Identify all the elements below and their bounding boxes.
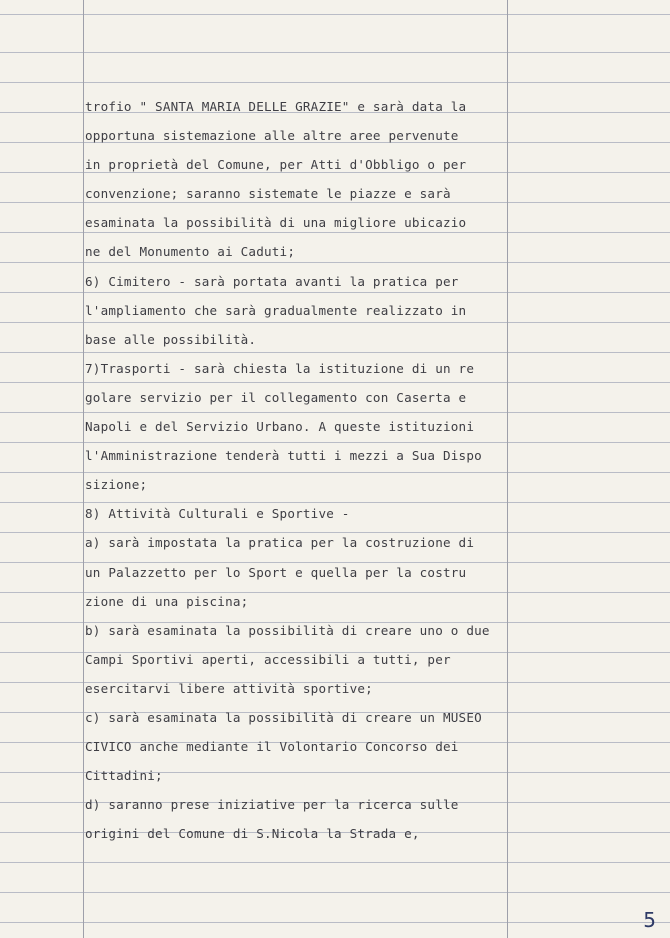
text-line: base alle possibilità. <box>85 331 257 347</box>
text-line: l'Amministrazione tenderà tutti i mezzi a Sua Dispo <box>85 448 482 464</box>
text-line: origini del Comune di S.Nicola la Strada e, <box>85 826 420 842</box>
text-line: Cittadini; <box>85 768 163 784</box>
text-line: un Palazzetto per lo Sport e quella per la costru <box>85 564 467 580</box>
text-line: 8) Attività Culturali e Sportive - <box>85 506 350 522</box>
left-margin-line <box>83 0 84 938</box>
text-line: golare servizio per il collegamento con Caserta e <box>85 389 467 405</box>
text-line: CIVICO anche mediante il Volontario Concorso dei <box>85 739 459 755</box>
text-line: convenzione; saranno sistemate le piazze e sarà <box>85 186 451 202</box>
text-line: trofio " SANTA MARIA DELLE GRAZIE" e sarà data la <box>85 99 467 114</box>
text-line: Napoli e del Servizio Urbano. A queste istituzioni <box>85 419 475 435</box>
text-line: a) sarà impostata la pratica per la costruzione di <box>85 535 475 551</box>
text-line: sizione; <box>85 477 148 493</box>
typewritten-text-block <box>85 92 515 848</box>
text-line: l'ampliamento che sarà gradualmente realizzato in <box>85 302 467 318</box>
text-line: in proprietà del Comune, per Atti d'Obbligo o per <box>85 157 467 173</box>
text-line: 7)Trasporti - sarà chiesta la istituzione di un re <box>85 360 475 376</box>
page-number: 5 <box>643 908 656 932</box>
text-line: esaminata la possibilità di una migliore ubicazio <box>85 215 467 231</box>
text-line: b) sarà esaminata la possibilità di creare uno o due <box>85 622 490 638</box>
text-line: ne del Monumento ai Caduti; <box>85 244 296 260</box>
text-line: opportuna sistemazione alle altre aree pervenute <box>85 128 459 144</box>
text-line: Campi Sportivi aperti, accessibili a tutti, per <box>85 651 451 667</box>
text-line: 6) Cimitero - sarà portata avanti la pratica per <box>85 273 459 289</box>
text-line: zione di una piscina; <box>85 593 249 609</box>
text-line: c) sarà esaminata la possibilità di creare un MUSEO <box>85 709 482 725</box>
text-line: esercitarvi libere attività sportive; <box>85 680 373 696</box>
text-line: d) saranno prese iniziative per la ricerca sulle <box>85 797 459 813</box>
